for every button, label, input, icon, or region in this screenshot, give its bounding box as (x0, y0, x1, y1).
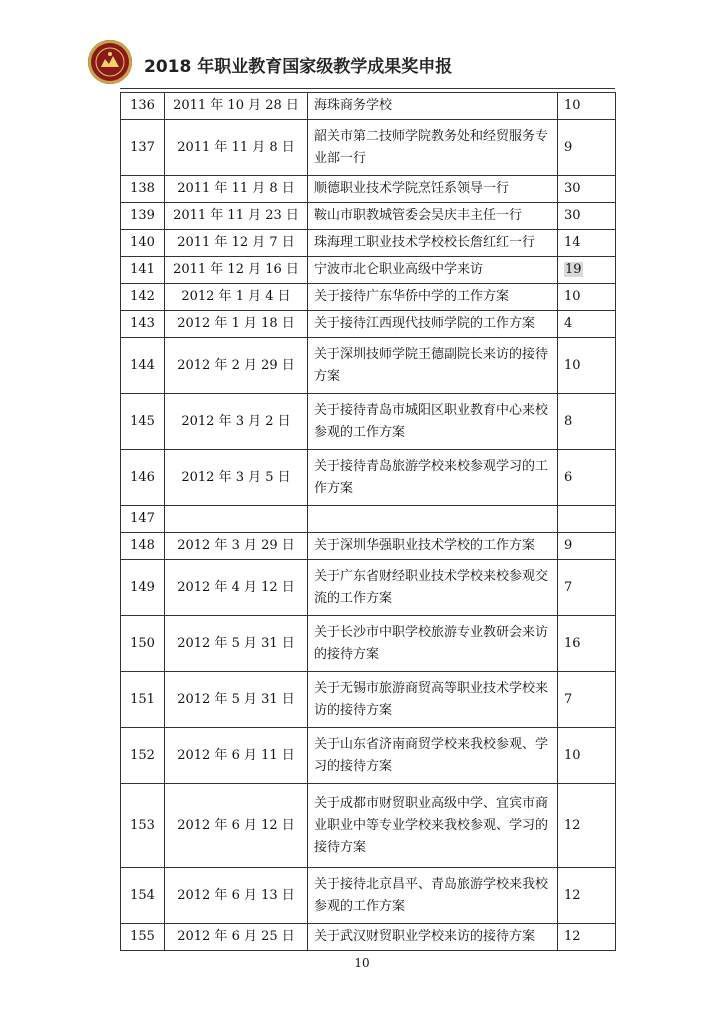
row-count-cell (558, 506, 616, 533)
table-row (121, 338, 616, 394)
row-visitor-cell: 鞍山市职教城管委会吴庆丰主任一行 (308, 203, 558, 230)
row-count-cell: 10 (558, 728, 616, 784)
row-count-cell: 10 (558, 338, 616, 394)
row-date-cell (165, 506, 308, 533)
row-number-cell: 145 (121, 394, 165, 450)
row-visitor-cell: 韶关市第二技师学院教务处和经贸服务专业部一行 (308, 120, 558, 176)
table-row (121, 728, 616, 784)
row-date-cell: 2012 年 6 月 25 日 (165, 924, 308, 951)
table-row (121, 93, 616, 120)
row-date-cell: 2012 年 1 月 4 日 (165, 284, 308, 311)
row-number-cell: 141 (121, 257, 165, 284)
row-number-cell: 139 (121, 203, 165, 230)
row-count-cell: 16 (558, 616, 616, 672)
row-date-cell: 2012 年 4 月 12 日 (165, 560, 308, 616)
row-number-cell: 152 (121, 728, 165, 784)
row-visitor-cell: 关于接待江西现代技师学院的工作方案 (308, 311, 558, 338)
row-visitor-cell: 顺德职业技术学院烹饪系领导一行 (308, 176, 558, 203)
row-number-cell: 149 (121, 560, 165, 616)
row-visitor-cell (308, 506, 558, 533)
table-body (121, 93, 616, 951)
row-date-cell: 2011 年 11 月 8 日 (165, 120, 308, 176)
row-date-cell: 2012 年 3 月 5 日 (165, 450, 308, 506)
row-number-cell: 142 (121, 284, 165, 311)
row-number-cell: 150 (121, 616, 165, 672)
row-visitor-cell: 关于接待广东华侨中学的工作方案 (308, 284, 558, 311)
row-visitor-cell: 关于无锡市旅游商贸高等职业技术学校来访的接待方案 (308, 672, 558, 728)
row-visitor-cell: 海珠商务学校 (308, 93, 558, 120)
row-date-cell: 2012 年 1 月 18 日 (165, 311, 308, 338)
row-number-cell: 155 (121, 924, 165, 951)
table-row (121, 257, 616, 284)
row-count-cell (558, 257, 616, 284)
highlighted-count: 19 (565, 262, 582, 277)
row-visitor-cell: 关于深圳华强职业技术学校的工作方案 (308, 533, 558, 560)
row-visitor-cell: 珠海理工职业技术学校校长詹红红一行 (308, 230, 558, 257)
row-count-cell: 12 (558, 784, 616, 868)
table-row (121, 176, 616, 203)
row-count-cell: 12 (558, 868, 616, 924)
row-visitor-cell: 关于广东省财经职业技术学校来校参观交流的工作方案 (308, 560, 558, 616)
table-row (121, 868, 616, 924)
row-count-cell: 7 (558, 560, 616, 616)
row-visitor-cell: 关于接待青岛市城阳区职业教育中心来校参观的工作方案 (308, 394, 558, 450)
row-count-cell: 6 (558, 450, 616, 506)
row-date-cell: 2011 年 12 月 7 日 (165, 230, 308, 257)
row-count-cell: 30 (558, 203, 616, 230)
table-row (121, 533, 616, 560)
page-number: 10 (354, 956, 370, 970)
document-header (88, 40, 648, 86)
row-visitor-cell: 关于武汉财贸职业学校来访的接待方案 (308, 924, 558, 951)
row-number-cell: 137 (121, 120, 165, 176)
row-date-cell: 2012 年 5 月 31 日 (165, 672, 308, 728)
row-count-cell: 12 (558, 924, 616, 951)
row-number-cell: 146 (121, 450, 165, 506)
header-divider (120, 88, 615, 89)
row-visitor-cell: 关于成都市财贸职业高级中学、宜宾市商业职业中等专业学校来我校参观、学习的接待方案 (308, 784, 558, 868)
row-number-cell: 154 (121, 868, 165, 924)
row-date-cell: 2011 年 12 月 16 日 (165, 257, 308, 284)
school-emblem-logo (88, 40, 132, 84)
row-count-cell: 30 (558, 176, 616, 203)
row-date-cell: 2011 年 10 月 28 日 (165, 93, 308, 120)
row-count-cell: 9 (558, 533, 616, 560)
row-count-cell: 10 (558, 93, 616, 120)
table-row (121, 560, 616, 616)
row-count-cell: 4 (558, 311, 616, 338)
row-count-cell: 14 (558, 230, 616, 257)
row-number-cell: 143 (121, 311, 165, 338)
table-row (121, 450, 616, 506)
row-count-cell: 8 (558, 394, 616, 450)
row-count-cell: 7 (558, 672, 616, 728)
row-number-cell: 140 (121, 230, 165, 257)
row-number-cell: 138 (121, 176, 165, 203)
row-count-cell: 10 (558, 284, 616, 311)
row-number-cell: 148 (121, 533, 165, 560)
row-date-cell: 2011 年 11 月 8 日 (165, 176, 308, 203)
row-date-cell: 2012 年 3 月 29 日 (165, 533, 308, 560)
table-row (121, 203, 616, 230)
row-date-cell: 2011 年 11 月 23 日 (165, 203, 308, 230)
header-title: 2018 年职业教育国家级教学成果奖申报 (144, 57, 453, 77)
row-visitor-cell: 关于长沙市中职学校旅游专业教研会来访的接待方案 (308, 616, 558, 672)
table-row (121, 311, 616, 338)
row-number-cell: 144 (121, 338, 165, 394)
row-visitor-cell: 关于接待青岛旅游学校来校参观学习的工作方案 (308, 450, 558, 506)
table-row (121, 924, 616, 951)
row-visitor-cell: 关于山东省济南商贸学校来我校参观、学习的接待方案 (308, 728, 558, 784)
table-row (121, 394, 616, 450)
table-row (121, 506, 616, 533)
row-number-cell: 153 (121, 784, 165, 868)
row-date-cell: 2012 年 5 月 31 日 (165, 616, 308, 672)
row-number-cell: 136 (121, 93, 165, 120)
row-visitor-cell: 关于接待北京昌平、青岛旅游学校来我校参观的工作方案 (308, 868, 558, 924)
row-date-cell: 2012 年 6 月 11 日 (165, 728, 308, 784)
table-row (121, 120, 616, 176)
row-date-cell: 2012 年 2 月 29 日 (165, 338, 308, 394)
row-date-cell: 2012 年 3 月 2 日 (165, 394, 308, 450)
table-row (121, 672, 616, 728)
row-visitor-cell: 关于深圳技师学院王德副院长来访的接待方案 (308, 338, 558, 394)
row-number-cell: 151 (121, 672, 165, 728)
row-date-cell: 2012 年 6 月 13 日 (165, 868, 308, 924)
table-row (121, 284, 616, 311)
table-row (121, 616, 616, 672)
row-number-cell: 147 (121, 506, 165, 533)
table-row (121, 230, 616, 257)
row-date-cell: 2012 年 6 月 12 日 (165, 784, 308, 868)
row-count-cell: 9 (558, 120, 616, 176)
visit-records-table (120, 92, 616, 951)
row-visitor-cell: 宁波市北仑职业高级中学来访 (308, 257, 558, 284)
table-row (121, 784, 616, 868)
